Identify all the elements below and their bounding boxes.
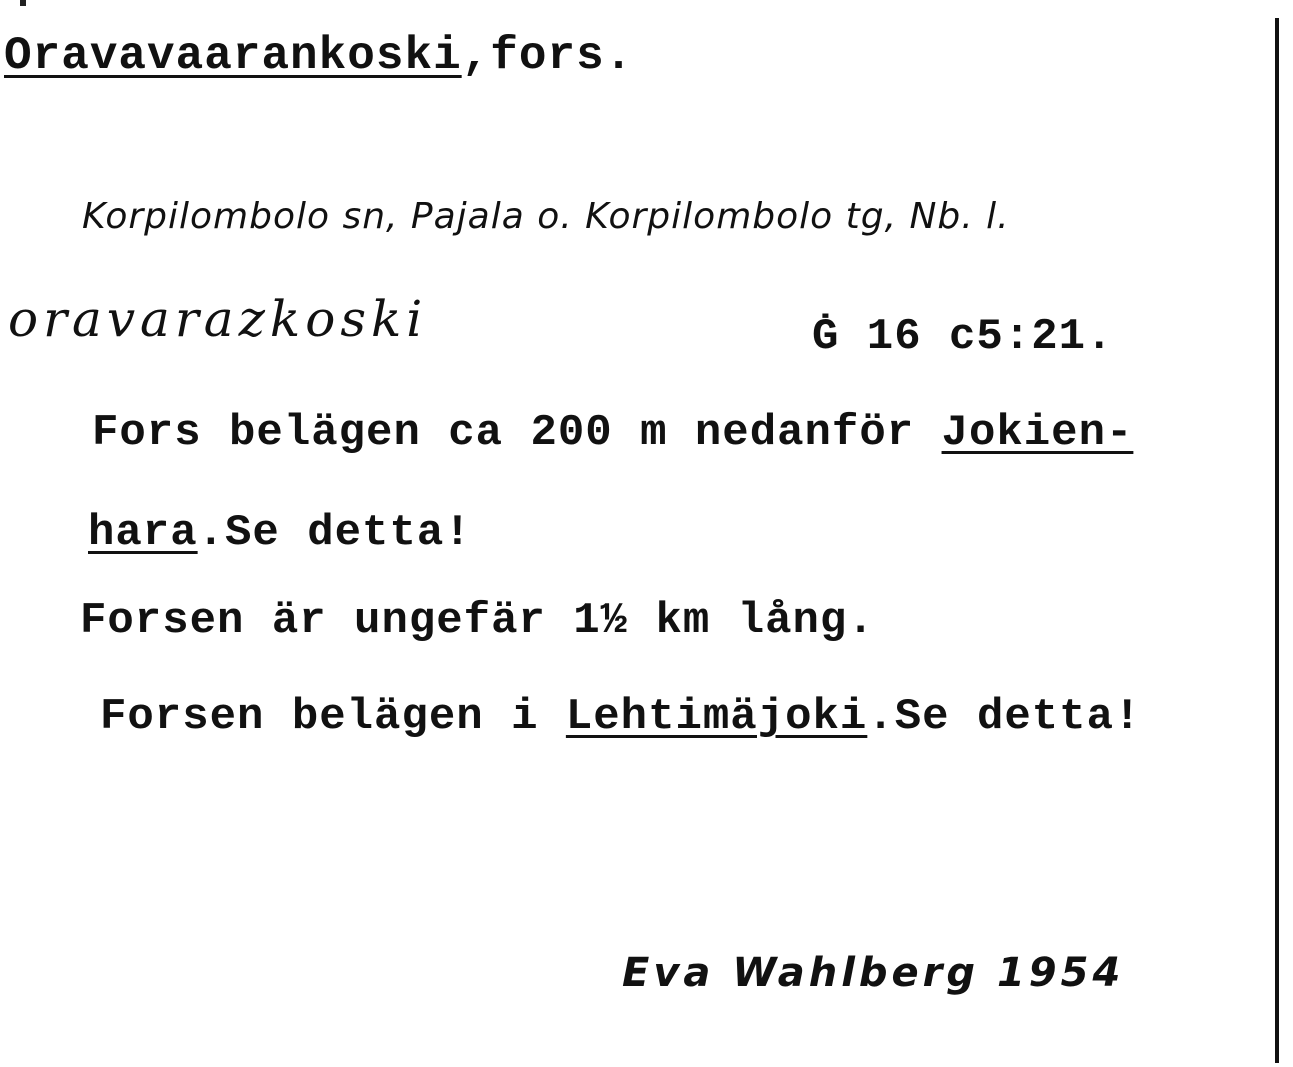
headword: Oravavaarankoski — [4, 30, 462, 82]
card-edge-mark — [20, 0, 26, 6]
note4-place-link: Lehtimäjoki — [565, 692, 868, 742]
map-reference: Ġ 16 c5:21. — [812, 312, 1114, 362]
note2-text: .Se detta! — [197, 508, 472, 558]
handwritten-dialect-form: oravarazkoski — [8, 290, 428, 348]
note1-text: Fors belägen ca 200 m nedanför — [92, 408, 942, 458]
note-line-2 — [88, 508, 472, 558]
note4-suffix: .Se detta! — [867, 692, 1142, 742]
note2-place-link: hara — [88, 508, 198, 558]
note-line-3: Forsen är ungefär 1½ km lång. — [80, 596, 875, 646]
card-right-edge — [1275, 18, 1279, 1063]
signature: Eva Wahlberg 1954 — [622, 950, 1125, 996]
headword-suffix: ,fors. — [461, 30, 634, 82]
location-line: Korpilombolo sn, Pajala o. Korpilombolo tg, Nb. l. — [82, 196, 1010, 237]
note1-place-link: Jokien- — [941, 408, 1134, 458]
headword-line — [4, 30, 633, 82]
note-line-4 — [100, 692, 1141, 742]
note-line-1 — [92, 408, 1133, 458]
note4-text: Forsen belägen i — [100, 692, 566, 742]
